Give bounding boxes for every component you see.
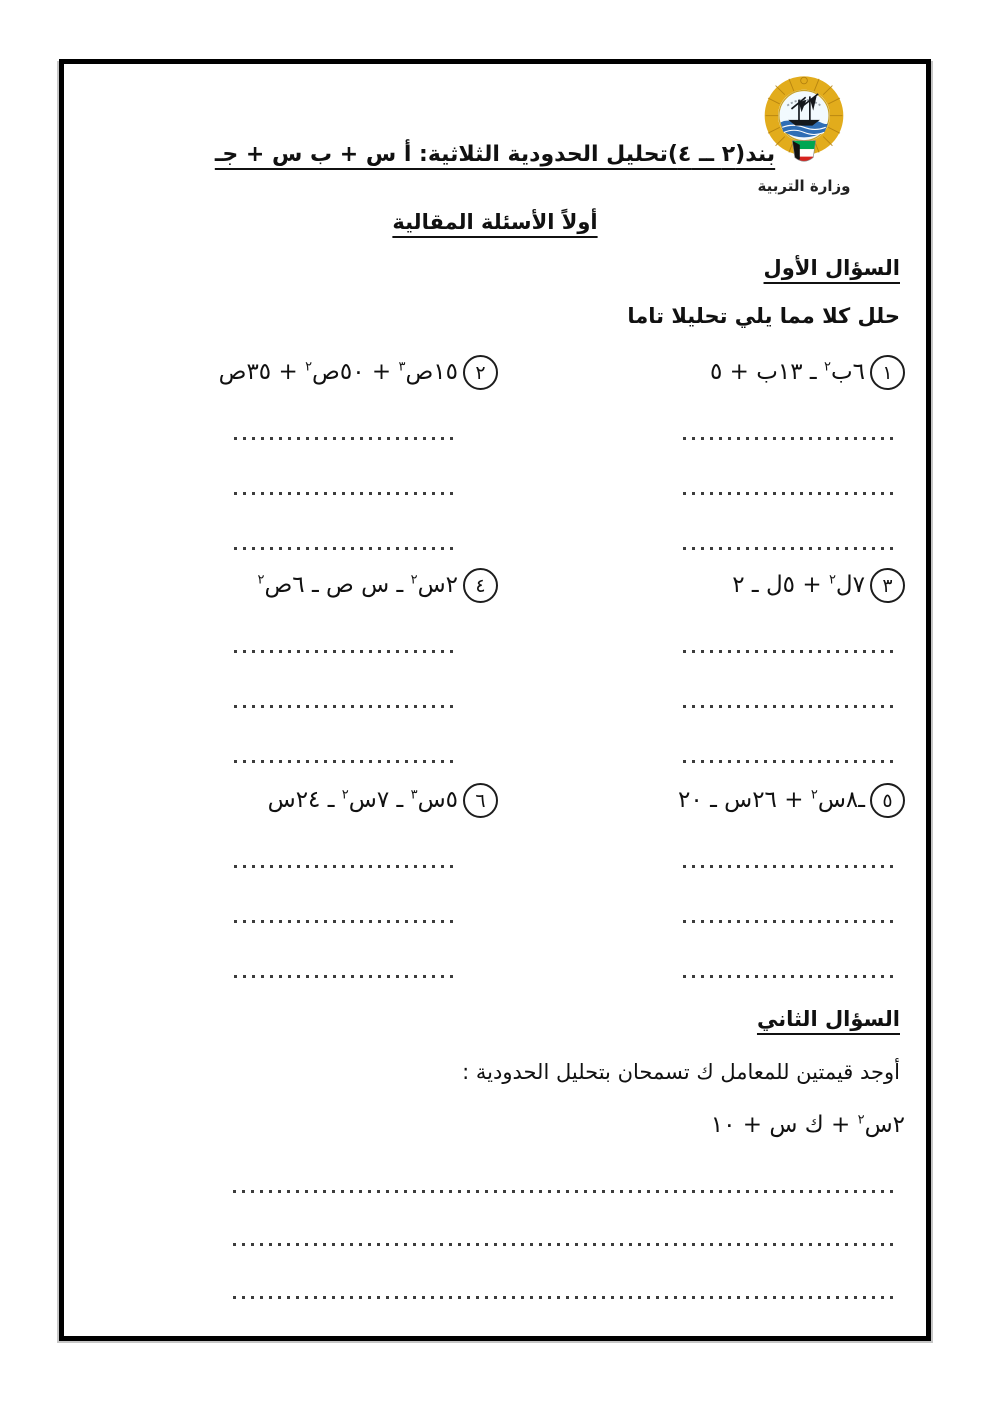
section-heading [64, 210, 926, 234]
answer-dotted-line [233, 1190, 893, 1193]
problem-3-block [575, 565, 905, 763]
problem-6-number-circle: ٦ [463, 783, 498, 818]
question2-heading: السؤال الثاني [756, 1007, 900, 1031]
answer-dotted-line [680, 705, 893, 708]
answer-dotted-line [680, 920, 893, 923]
answer-dotted-line [233, 1243, 893, 1246]
ministry-name-label: وزارة التربية [757, 177, 851, 195]
problem-4-number-circle: ٤ [463, 568, 498, 603]
problem-2-row [168, 352, 498, 392]
problem-3-row [575, 565, 905, 605]
question2-expression: ٢س$^٢$ + ك س + ١٠ [710, 1112, 905, 1138]
answer-dotted-line [233, 437, 453, 440]
problem-3-number-circle: ٣ [870, 568, 905, 603]
answer-dotted-line [233, 1296, 893, 1299]
problem-1-block [575, 352, 905, 550]
worksheet-title-text: بند(٢ ــ ٤)تحليل الحدودية الثلاثية: أ س + ب س + جـ [214, 142, 776, 167]
answer-dotted-line [233, 705, 453, 708]
problem-2-block [168, 352, 498, 550]
answer-dotted-line [680, 492, 893, 495]
problem-1-expression: ٦ب$^٢$ ـ ١٣ب + ٥ [710, 359, 865, 385]
answer-dotted-line [233, 547, 453, 550]
problem-4-block [168, 565, 498, 763]
problem-6-row [168, 780, 498, 820]
question1-instruction: حلل كلا مما يلي تحليلا تاما [627, 304, 900, 328]
page-border-frame [59, 59, 931, 1341]
answer-dotted-line [680, 437, 893, 440]
answer-dotted-line [233, 920, 453, 923]
answer-dotted-line [680, 975, 893, 978]
answer-dotted-line [680, 650, 893, 653]
worksheet-title [64, 142, 926, 167]
problem-1-number-circle: ١ [870, 355, 905, 390]
answer-dotted-line [680, 760, 893, 763]
question2-instruction: أوجد قيمتين للمعامل ك تسمحان بتحليل الحدودية : [462, 1060, 900, 1084]
problem-4-expression: ٢س$^٢$ ـ س ص ـ ٦ص$^٢$ [257, 572, 458, 598]
ministry-logo [748, 72, 860, 195]
answer-dotted-line [233, 975, 453, 978]
section-heading-text: أولاً الأسئلة المقالية [392, 210, 598, 234]
answer-dotted-line [233, 760, 453, 763]
answer-dotted-line [233, 650, 453, 653]
answer-dotted-line [680, 547, 893, 550]
question1-heading: السؤال الأول [763, 256, 900, 280]
answer-dotted-line [233, 865, 453, 868]
answer-dotted-line [680, 865, 893, 868]
problem-3-expression: ٧ل$^٢$ + ٥ل ـ ٢ [732, 572, 865, 598]
problem-2-number-circle: ٢ [463, 355, 498, 390]
question2-answer-lines [233, 1190, 893, 1299]
problem-5-block [575, 780, 905, 978]
problem-1-row [575, 352, 905, 392]
problem-5-row [575, 780, 905, 820]
problem-2-expression: ١٥ص$^٣$ + ٥٠ص$^٢$ + ٣٥ص [218, 359, 458, 385]
problem-5-expression: ـ٨س$^٢$ + ٢٦س ـ ٢٠ [678, 787, 865, 813]
answer-dotted-line [233, 492, 453, 495]
problem-4-row [168, 565, 498, 605]
problem-5-number-circle: ٥ [870, 783, 905, 818]
problem-6-expression: ٥س$^٣$ ـ ٧س$^٢$ ـ ٢٤س [267, 787, 458, 813]
problem-6-block [168, 780, 498, 978]
